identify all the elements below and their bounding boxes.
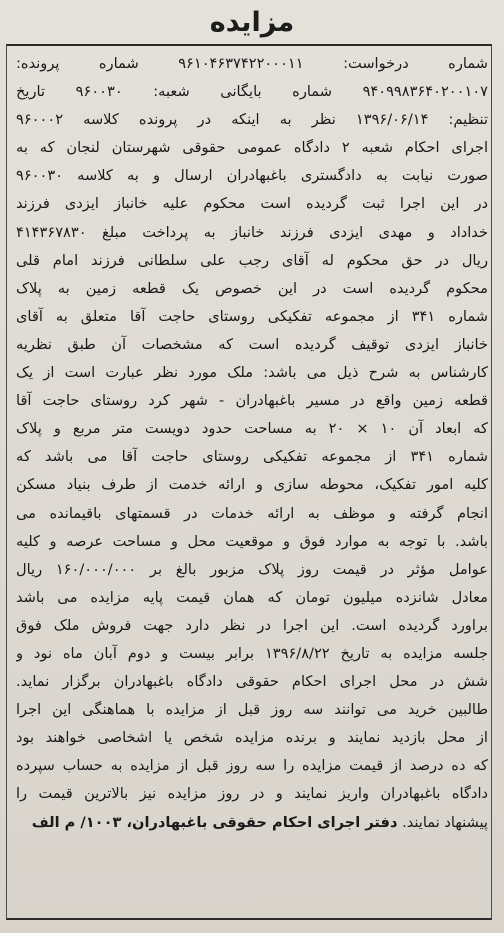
notice-line: شش در محل اجرای احکام حقوقی دادگاه باغبهادران برگزار نماید. <box>16 673 488 691</box>
notice-line: که ابعاد آن ۱۰ × ۲۰ به مساحت حدود دویست متر مربع و پلاک <box>16 420 488 438</box>
notice-line: کارشناس به شرح ذیل می باشد: ملک مورد نظر عبارت است از یک <box>16 364 488 382</box>
notice-line: انجام گرفته و موظف به ارائه خدمات در قسمتهای باقیمانده می <box>16 504 488 522</box>
notice-body <box>16 50 488 837</box>
notice-line: شماره درخواست: ۹۶۱۰۴۶۳۷۴۲۲۰۰۰۱۱ شماره پرونده: <box>16 55 488 72</box>
notice-line: قطعه زمین واقع در مسیر باغبهادران - شهر کرد روستای حاجت آقا <box>16 392 488 410</box>
notice-last-line <box>16 809 488 837</box>
notice-line: معادل شانزده میلیون تومان که همان قیمت پایه مزایده می باشد <box>16 588 488 606</box>
notice-line: اجرای احکام شعبه ۲ دادگاه عمومی حقوقی شهرستان لنجان که به <box>16 139 488 157</box>
notice-line: شماره ۳۴۱ از مجموعه تفکیکی روستای حاجت آقا می باشد که <box>16 448 488 466</box>
notice-line: ریال در حق محکوم له آقای رجب علی سلطانی فرزند امام قلی <box>16 251 488 269</box>
notice-line: طالبین خرید می توانند سه روز قبل از مزایده با هماهنگی این اجرا <box>16 701 488 719</box>
notice-title: مزایده <box>209 7 295 38</box>
notice-line: خانباز ایزدی توقیف گردیده است که مشخصات آن طبق نظریه <box>16 335 488 353</box>
notice-line: در این اجرا ثبت گردیده است محکوم علیه خانباز ایزدی فرزند <box>16 195 488 213</box>
notice-line: خداداد و مهدی ایزدی فرزند خانباز به پرداخت مبلغ ۴۱۴۳۶۷۸۳۰ <box>16 223 488 241</box>
notice-signature: دفتر اجرای احکام حقوقی باغبهادران، ۱۰۰۳/ م الف <box>31 813 398 831</box>
notice-line: محکوم گردیده است در این خصوص یک قطعه زمین به پلاک <box>16 279 488 297</box>
notice-line: که ده درصد از قیمت مزایده را سه روز قبل از مزایده به حساب سپرده <box>16 757 488 775</box>
notice-line: تنظیم: ۱۳۹۶/۰۶/۱۴ نظر به اینکه در پرونده کلاسه ۹۶۰۰۰۲ <box>16 111 488 129</box>
notice-line: دادگاه باغبهادران واریز نمایند و در روز مزایده نیز بالاترین قیمت را <box>16 785 488 803</box>
notice-line: شماره ۳۴۱ از مجموعه تفکیکی روستای حاجت آقا متعلق به آقای <box>16 307 488 325</box>
notice-line: عوامل مؤثر در قیمت روز پلاک مزبور بالغ بر ۱۶۰/۰۰۰/۰۰۰ ریال <box>16 560 488 578</box>
notice-line: صورت نیابت به دادگستری باغبهادران ارسال و به کلاسه ۹۶۰۰۳۰ <box>16 167 488 185</box>
notice-line: باشد. با توجه به موارد فوق و موقعیت محل و مساحت عرصه و کلیه <box>16 532 488 550</box>
notice-closing-text: پیشنهاد نمایند. <box>402 813 488 831</box>
notice-line: براورد گردیده است. این اجرا در نظر دارد جهت فروش ملک فوق <box>16 616 488 634</box>
notice-line: جلسه مزایده به تاریخ ۱۳۹۶/۸/۲۲ برابر بیست و دوم آبان ماه نود و <box>16 644 488 662</box>
notice-line: از محل بازدید نمایند و برنده مزایده شخص یا اشخاصی خواهند بود <box>16 729 488 747</box>
notice-line: ۹۴۰۹۹۸۳۶۴۰۲۰۰۱۰۷ شماره بایگانی شعبه: ۹۶۰۰۳۰ تاریخ <box>16 83 488 101</box>
notice-line: کلیه امور تفکیک، محوطه سازی و ارائه خدمت از طرف بنیاد مسکن <box>16 476 488 494</box>
